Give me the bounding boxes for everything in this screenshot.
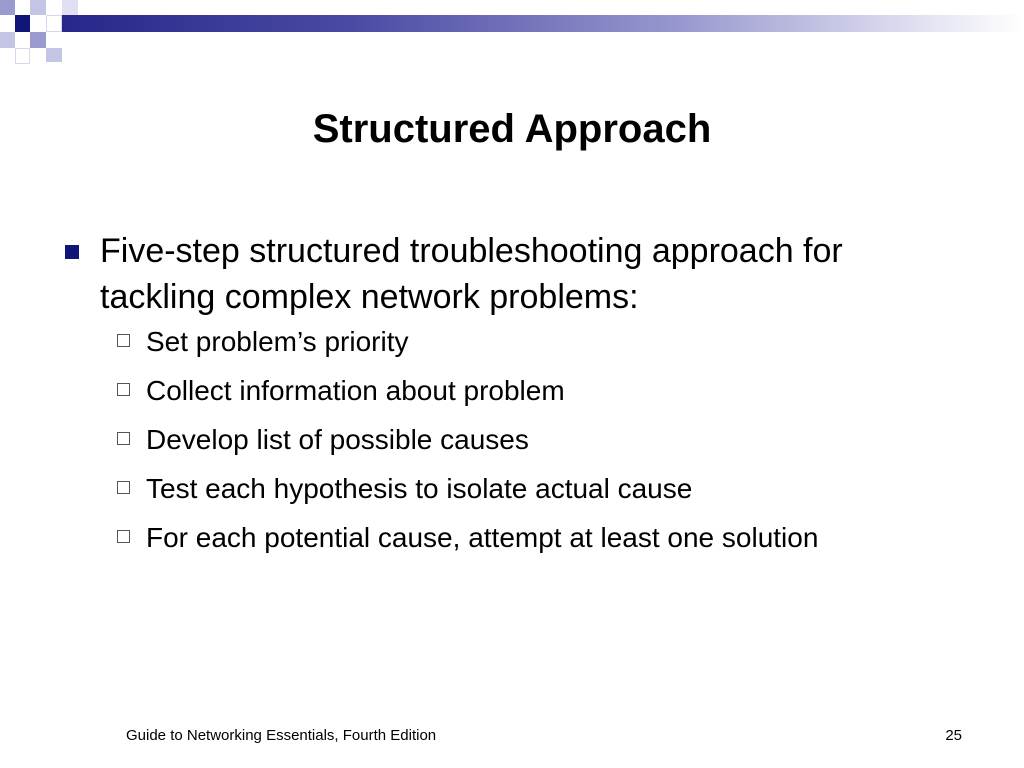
- sub-bullet-text: Set problem’s priority: [146, 326, 409, 357]
- slide-title: Structured Approach: [312, 107, 712, 151]
- sub-bullet-text: Develop list of possible causes: [146, 424, 529, 455]
- sub-bullet-item: [114, 371, 960, 411]
- main-bullet-text: Five-step structured troubleshooting approach for tackling complex network problems:: [100, 232, 843, 316]
- hollow-square-bullet-icon: [117, 530, 130, 543]
- footer-book-title: Guide to Networking Essentials, Fourth Edition: [126, 727, 437, 744]
- sub-bullet-text: Collect information about problem: [146, 375, 565, 406]
- hollow-square-bullet-icon: [117, 432, 130, 445]
- header-gradient-bar: [62, 15, 1024, 32]
- sub-bullet-text: For each potential cause, attempt at least one solution: [146, 522, 819, 553]
- square-bullet-icon: [65, 245, 79, 259]
- hollow-square-bullet-icon: [117, 481, 130, 494]
- hollow-square-bullet-icon: [117, 383, 130, 396]
- sub-bullet-item: [114, 322, 960, 362]
- slide-content: [60, 228, 960, 567]
- hollow-square-bullet-icon: [117, 334, 130, 347]
- sub-bullet-list: [60, 322, 960, 558]
- corner-decoration: [0, 0, 80, 64]
- sub-bullet-text: Test each hypothesis to isolate actual cause: [146, 473, 693, 504]
- footer-page-number: 25: [945, 727, 962, 744]
- sub-bullet-item: [114, 518, 960, 558]
- sub-bullet-item: [114, 469, 960, 509]
- sub-bullet-item: [114, 420, 960, 460]
- main-bullet-item: [60, 228, 960, 320]
